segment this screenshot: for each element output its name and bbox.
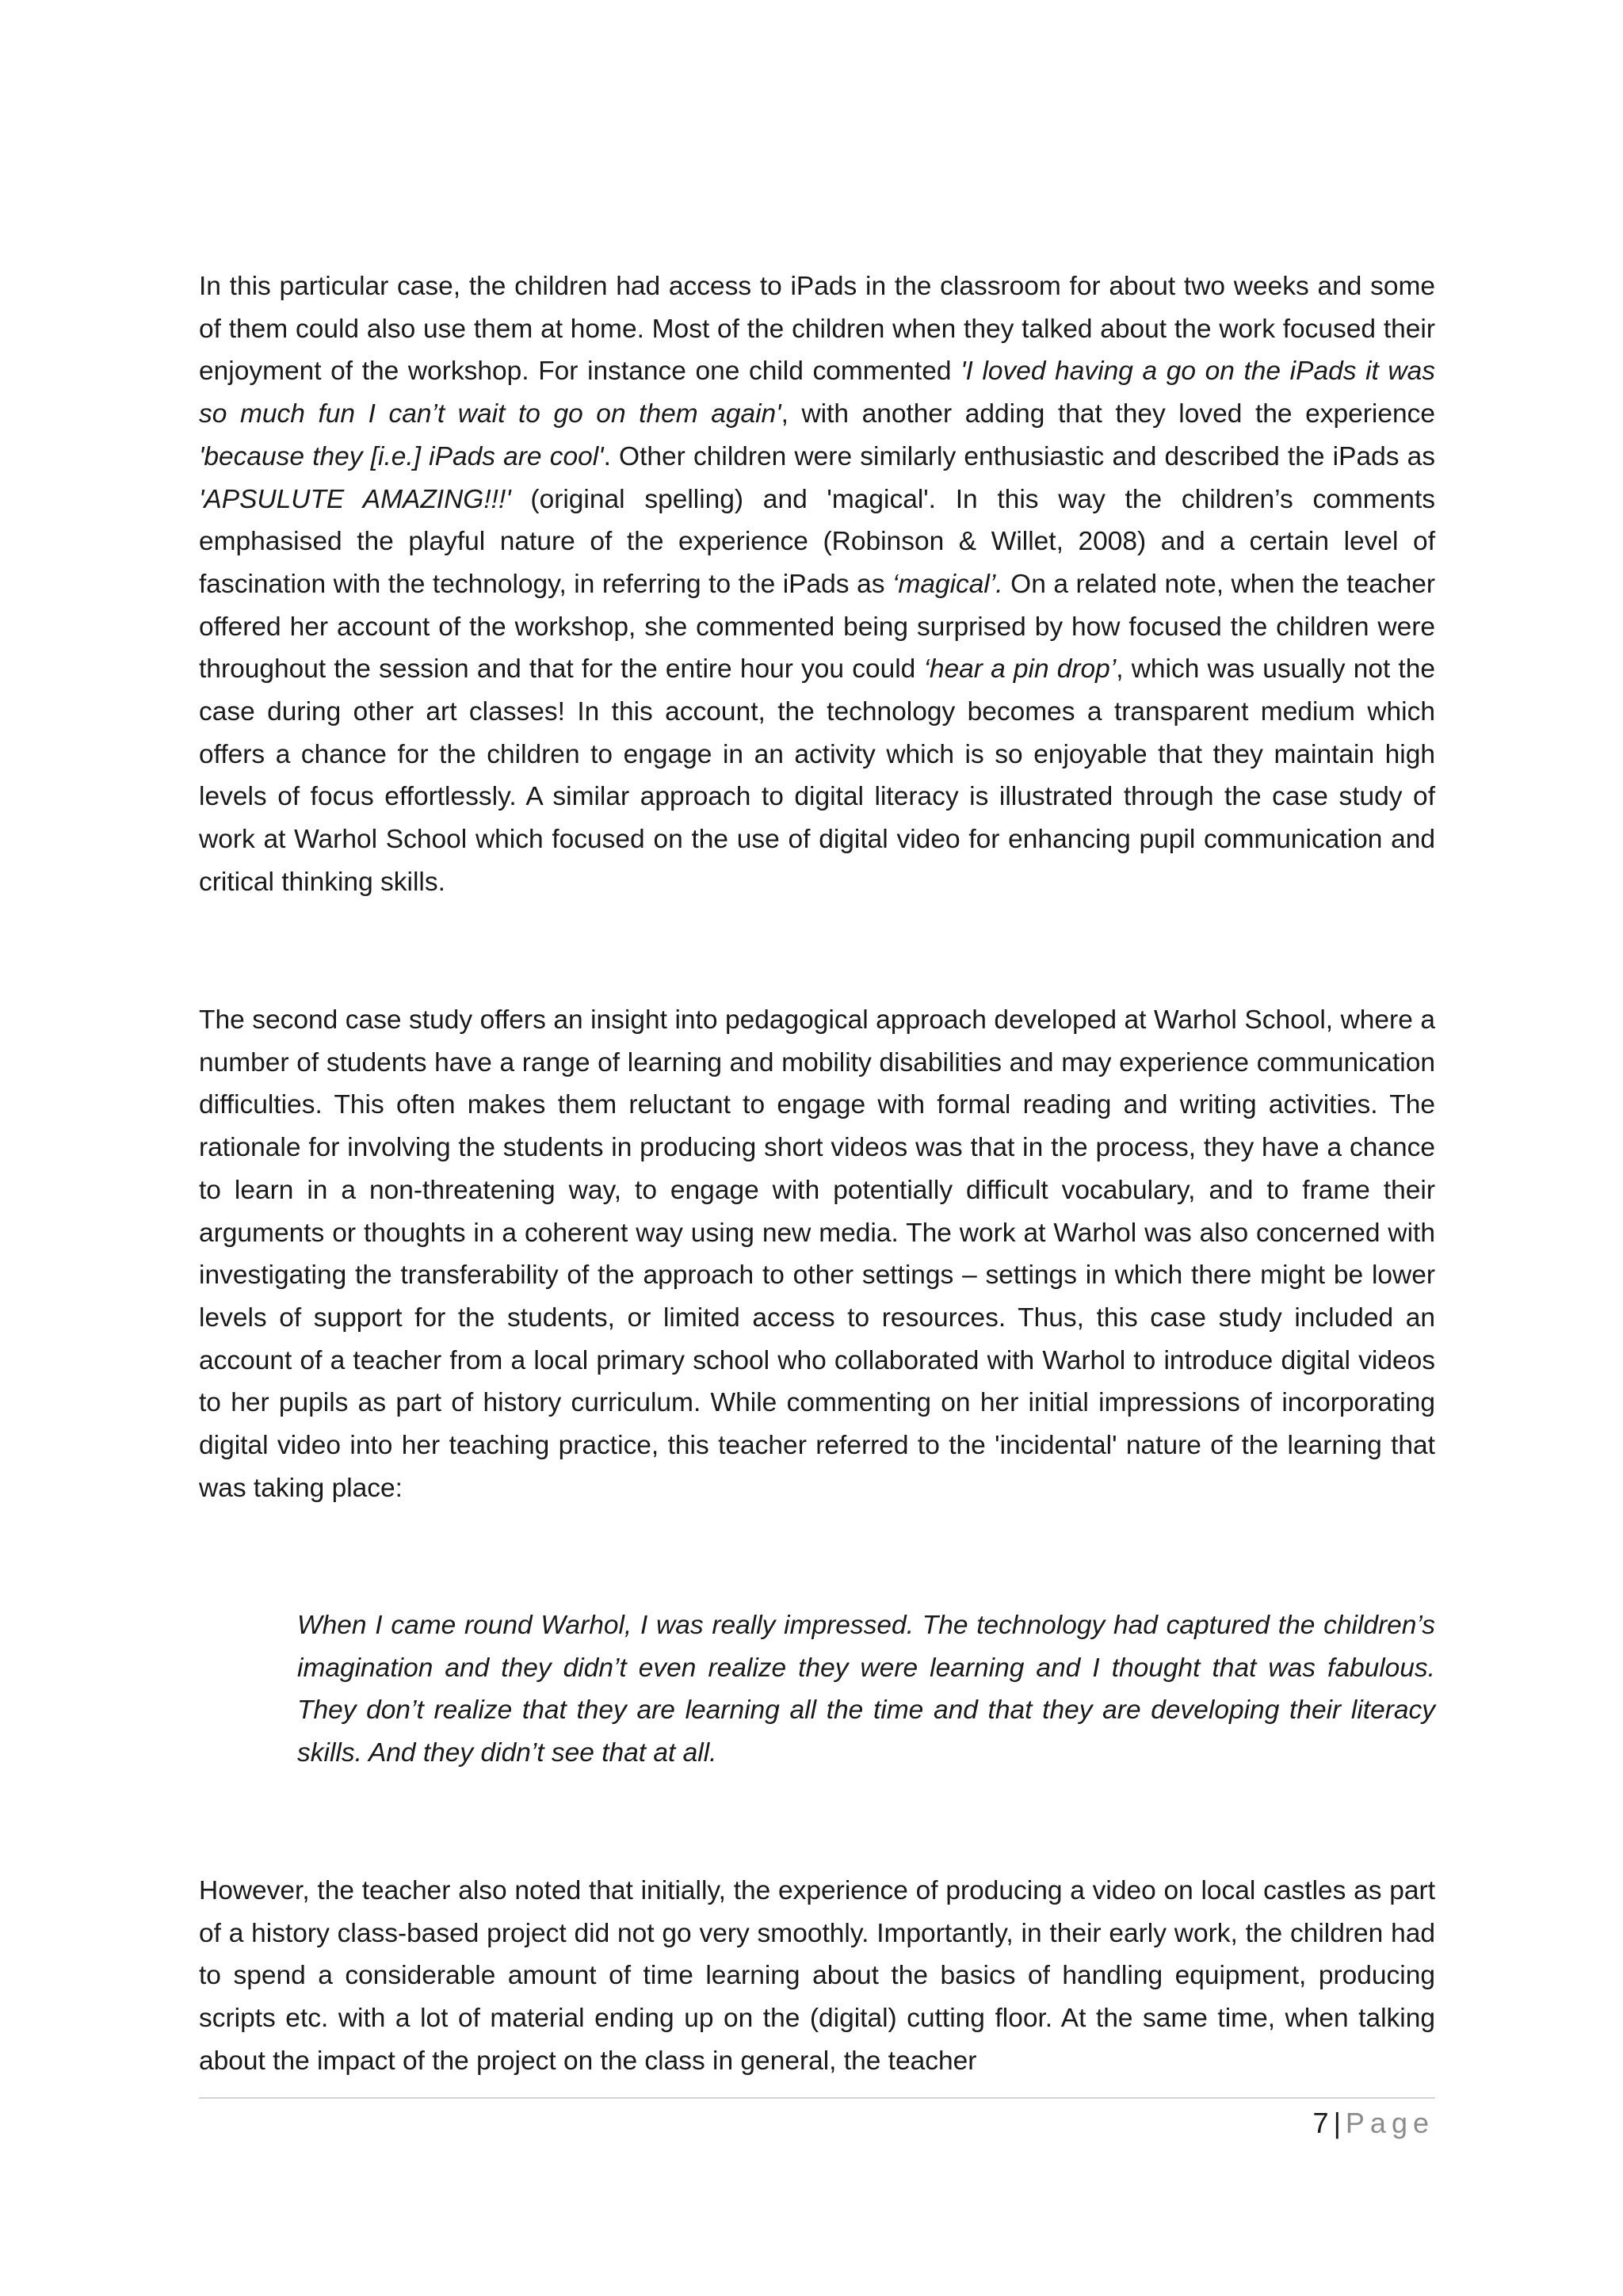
- child-quote: 'because they [i.e.] iPads are cool': [199, 441, 604, 471]
- paragraph-text: , which was usually not the case during other art classes! In this account, the technology becomes a transparent medium which offers a chance for the children to engage in an activity which is so enjoyable that they maintain high levels of focus effortlessly. A similar approach to digital literacy is illustrated through the case study of work at Warhol School which focused on the use of digital video for enhancing pupil communication and critical thinking skills.: [199, 654, 1436, 897]
- page-number: 7: [1312, 2107, 1329, 2139]
- child-quote: 'APSULUTE AMAZING!!!': [199, 484, 511, 514]
- page-footer: [1313, 2103, 1434, 2143]
- paragraph-text: The second case study offers an insight into pedagogical approach developed at Warhol School, where a number of students have a range of learning and mobility disabilities and may experience communication difficulties. This often makes them reluctant to engage with formal reading and writing activities. The rationale for involving the students in producing short videos was that in the process, they have a chance to learn in a non-threatening way, to engage with potentially difficult vocabulary, and to frame their arguments or thoughts in a coherent way using new media. The work at Warhol was also concerned with investigating the transferability of the approach to other settings – settings in which there might be lower levels of support for the students, or limited access to resources. Thus, this case study included an account of a teacher from a local primary school who collaborated with Warhol to introduce digital videos to her pupils as part of history curriculum. While commenting on her initial impressions of incorporating digital video into her teaching practice, this teacher referred to the 'incidental' nature of the learning that was taking place:: [199, 1005, 1435, 1503]
- paragraph-text: . Other children were similarly enthusiastic and described the iPads as: [603, 441, 1436, 471]
- child-quote: 'I loved having a go on the iPads it was so much fun I can’t wait to go on them again': [199, 357, 1436, 429]
- footer-divider: [199, 2097, 1435, 2099]
- block-quote: [297, 1604, 1435, 1775]
- paragraph-text: , with another adding that they loved the experience: [781, 399, 1435, 429]
- paragraph-warhol-case: [199, 999, 1435, 1509]
- paragraph-text: However, the teacher also noted that initially, the experience of producing a video on local castles as part of a history class-based project did not go very smoothly. Importantly, in their early work, the children had to spend a considerable amount of time learning about the basics of handling equipment, producing scripts etc. with a lot of material ending up on the (digital) cutting floor. At the same time, when talking about the impact of the project on the class in general, the teacher: [199, 1876, 1435, 2076]
- page-label: Page: [1345, 2107, 1434, 2139]
- teacher-quote: When I came round Warhol, I was really impressed. The technology had captured the children’s imagination and they didn’t even realize they were learning and I thought that was fabulous. They don’t realize that they are learning all the time and that they are developing their literacy skills. And they didn’t see that at all.: [297, 1611, 1435, 1768]
- footer-separator: |: [1333, 2107, 1341, 2139]
- paragraph-text: In this particular case, the children had access to iPads in the classroom for about two weeks and some of them could also use them at home. Most of the children when they talked about the work focused their enjoyment of the workshop. For instance one child commented: [199, 272, 1435, 387]
- paragraph-text: (original spelling) and 'magical'. In this way the children’s comments emphasised the playful nature of the experience (Robinson & Willet, 2008) and a certain level of fascination with the technology, in referring to the iPads as: [199, 484, 1435, 599]
- inline-quote: ‘magical’.: [892, 569, 1003, 599]
- inline-quote: ‘hear a pin drop’: [923, 654, 1117, 685]
- paragraph-ipads-case: [199, 265, 1435, 904]
- paragraph-teacher-notes: [199, 1870, 1435, 2083]
- paragraph-text: On a related note, when the teacher offered her account of the workshop, she commented being surprised by how focused the children were throughout the session and that for the entire hour you could: [199, 569, 1435, 685]
